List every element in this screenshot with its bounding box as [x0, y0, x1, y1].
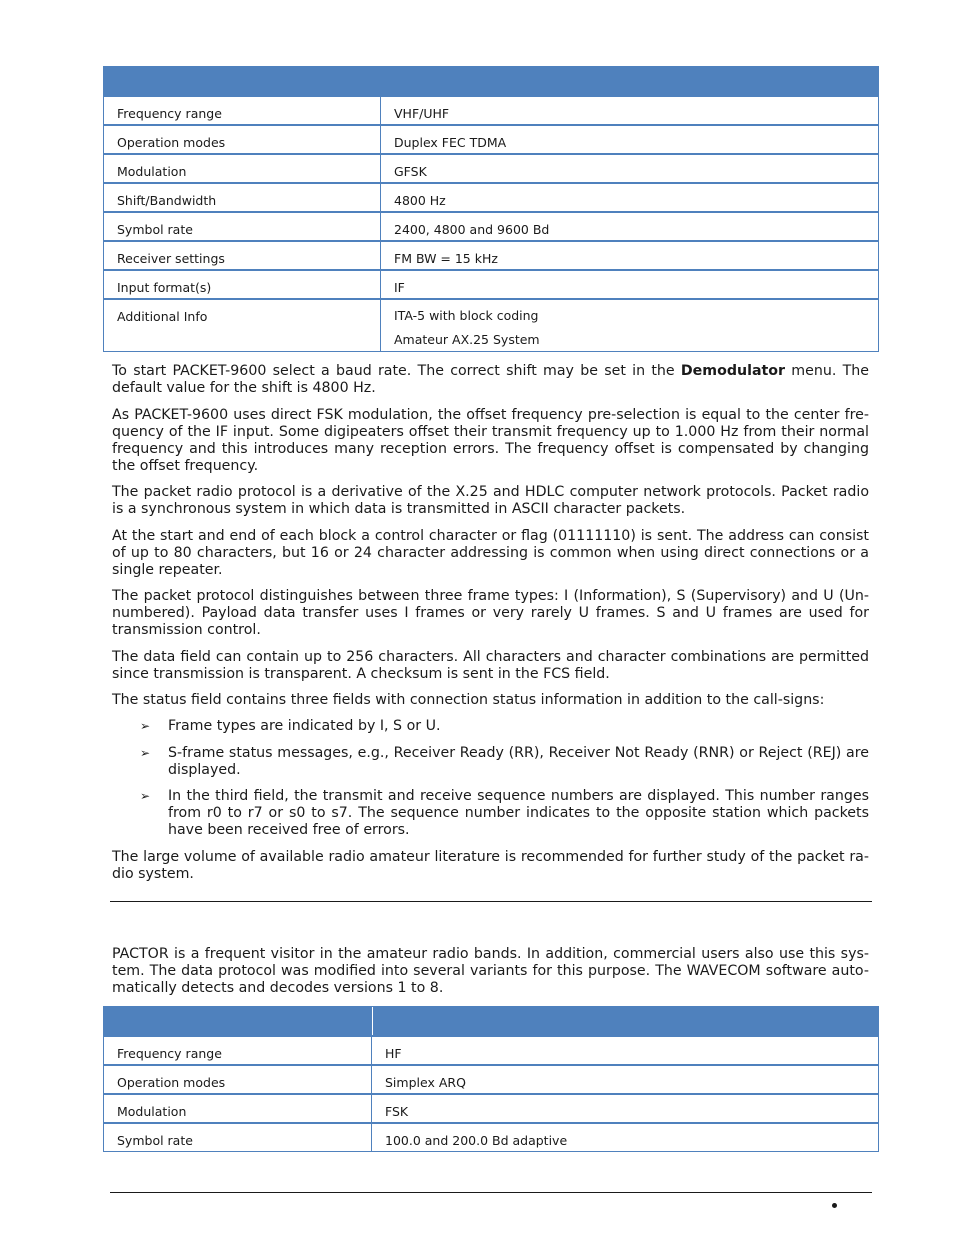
row-label: Receiver settings [117, 251, 225, 266]
paragraph-frame-types: The packet protocol distinguishes between three frame types: I (Information), S (Supervisory) and U (Un-numbered). Payload data transfer uses I frames or very rarely U frames. S and U frames are used for transmission control. [112, 588, 869, 638]
row-value: Simplex ARQ [385, 1075, 466, 1090]
table-header-bar [104, 67, 878, 95]
footer-divider [110, 1192, 872, 1193]
row-value-line: Amateur AX.25 System [394, 332, 540, 347]
row-label: Modulation [117, 164, 187, 179]
table-row [104, 211, 878, 240]
row-value: 100.0 and 200.0 Bd adaptive [385, 1133, 568, 1148]
table-row [104, 182, 878, 211]
row-label: Operation modes [117, 1075, 226, 1090]
row-label: Frequency range [117, 106, 222, 121]
row-label: Symbol rate [117, 1133, 193, 1148]
packet-9600-parameter-table [103, 66, 879, 352]
paragraph-flag: At the start and end of each block a control character or flag (01111110) is sent. The address can consist of up to 80 characters, but 16 or 24 character addressing is common when using direct connections or a single repeater. [112, 528, 869, 578]
row-value: FSK [385, 1104, 409, 1119]
row-value: GFSK [394, 164, 427, 179]
row-value: HF [385, 1046, 402, 1061]
table-row [104, 240, 878, 269]
row-label: Additional Info [117, 309, 208, 324]
row-label: Shift/Bandwidth [117, 193, 217, 208]
bullet-arrow-icon: ➢ [140, 789, 151, 803]
table-row [104, 1093, 878, 1122]
footer-bullet-dot [832, 1203, 837, 1208]
row-label: Input format(s) [117, 280, 212, 295]
paragraph-data-field: The data field can contain up to 256 characters. All characters and character combinations are permitted since transmission is transparent. A checksum is sent in the FCS field. [112, 649, 869, 682]
table-row [104, 298, 878, 351]
paragraph-pactor-intro: PACTOR is a frequent visitor in the amateur radio bands. In addition, commercial users also use this sys-tem. The data protocol was modified into several variants for this purpose. The WAVECOM software auto-matically detects and decodes versions 1 to 8. [112, 946, 869, 996]
pactor-parameter-table [103, 1006, 879, 1152]
list-item: ➢ Frame types are indicated by I, S or U. [140, 718, 441, 734]
table-row [104, 1122, 878, 1151]
menu-name-demodulator: Demodulator [680, 363, 786, 379]
row-value: IF [394, 280, 405, 295]
row-label: Symbol rate [117, 222, 193, 237]
paragraph-demodulator: To start PACKET-9600 select a baud rate. The correct shift may be set in the Demodulator menu. The default value for the shift is 4800 Hz. [112, 363, 869, 396]
list-item: ➢ S-frame status messages, e.g., Receiver Ready (RR), Receiver Not Ready (RNR) or Reject (REJ) are displayed. [140, 745, 869, 778]
row-value: FM BW = 15 kHz [394, 251, 498, 266]
row-value: 2400, 4800 and 9600 Bd [394, 222, 550, 237]
table-row [104, 1035, 878, 1064]
row-label: Operation modes [117, 135, 226, 150]
paragraph-offset-frequency: As PACKET-9600 uses direct FSK modulation, the offset frequency pre-selection is equal to the center fre-quency of the IF input. Some digipeaters offset their transmit frequency up to 1.000 Hz from their normal frequency and this introduces many reception errors. The frequency offset is compensated by changing the offset frequency. [112, 407, 869, 474]
paragraph-protocol: The packet radio protocol is a derivative of the X.25 and HDLC computer network protocols. Packet radio is a synchronous system in which data is transmitted in ASCII character packets. [112, 484, 869, 517]
paragraph-status-field: The status field contains three fields with connection status information in addition to the call-signs: [112, 692, 825, 708]
table-row [104, 124, 878, 153]
table-row [104, 269, 878, 298]
section-divider [110, 901, 872, 902]
table-row [104, 1064, 878, 1093]
row-value: 4800 Hz [394, 193, 446, 208]
row-value-line: ITA-5 with block coding [394, 308, 539, 323]
table-row [104, 95, 878, 124]
row-value: VHF/UHF [394, 106, 450, 121]
table-row [104, 153, 878, 182]
table-header-bar [104, 1007, 878, 1035]
bullet-arrow-icon: ➢ [140, 719, 151, 733]
row-value: Duplex FEC TDMA [394, 135, 507, 150]
paragraph-literature: The large volume of available radio amateur literature is recommended for further study of the packet ra-dio system. [112, 849, 869, 882]
list-item: ➢ In the third field, the transmit and receive sequence numbers are displayed. This number ranges from r0 to r7 or s0 to s7. The sequence number indicates to the opposite station which packets have been received free of errors. [140, 788, 869, 838]
row-label: Frequency range [117, 1046, 222, 1061]
row-label: Modulation [117, 1104, 187, 1119]
bullet-arrow-icon: ➢ [140, 746, 151, 760]
